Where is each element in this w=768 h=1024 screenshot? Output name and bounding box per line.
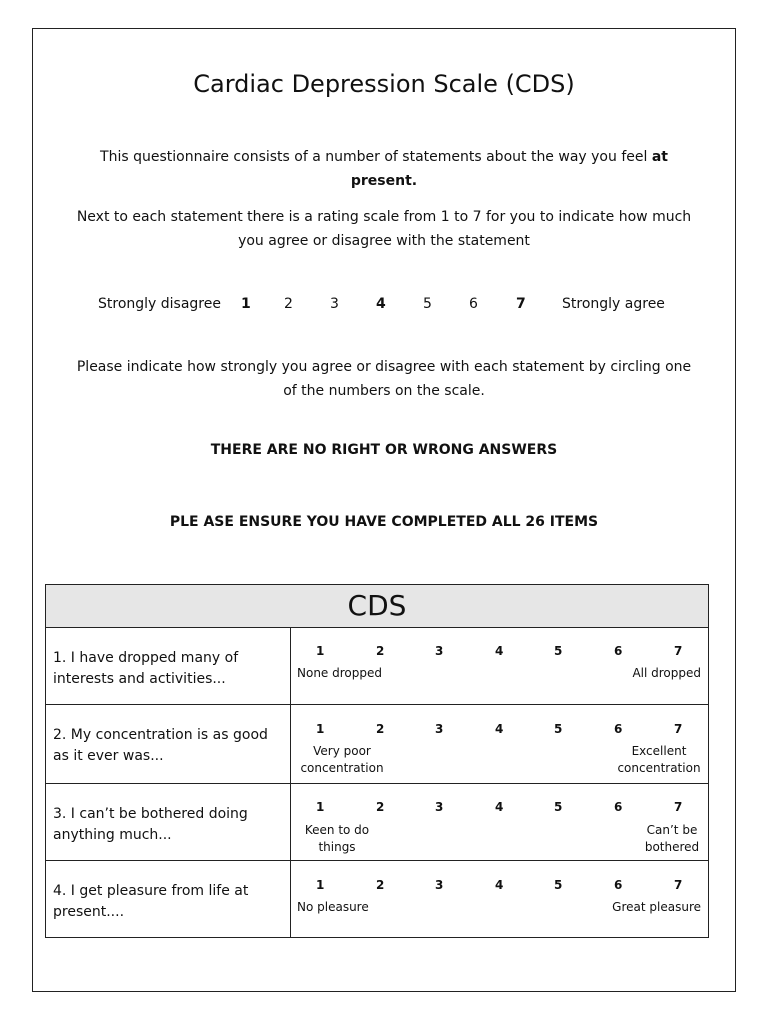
scale-number-5: 5	[423, 296, 432, 312]
rating-option-5[interactable]: 5	[554, 800, 563, 814]
rating-option-1[interactable]: 1	[316, 800, 325, 814]
table-header: CDS	[46, 585, 708, 628]
anchor-low: Keen to do things	[304, 823, 370, 854]
scale-explanation: Next to each statement there is a rating scale from 1 to 7 for you to indicate how much you agree or disagree with the statement	[76, 209, 692, 249]
scale-left-label: Strongly disagree	[98, 296, 221, 312]
rating-option-3[interactable]: 3	[435, 722, 444, 736]
rating-option-2[interactable]: 2	[376, 722, 385, 736]
rating-option-1[interactable]: 1	[316, 722, 325, 736]
rating-option-4[interactable]: 4	[495, 878, 504, 892]
scale-number-4: 4	[376, 296, 386, 312]
anchor-high: Can’t be bothered	[644, 823, 700, 854]
rating-option-6[interactable]: 6	[614, 800, 623, 814]
rating-option-4[interactable]: 4	[495, 644, 504, 658]
rating-option-7[interactable]: 7	[674, 878, 683, 892]
scale-number-3: 3	[330, 296, 339, 312]
rating-option-2[interactable]: 2	[376, 878, 385, 892]
rating-option-3[interactable]: 3	[435, 644, 444, 658]
cds-table	[45, 584, 709, 938]
table-row	[46, 627, 708, 705]
notice-no-right-wrong: THERE ARE NO RIGHT OR WRONG ANSWERS	[210, 442, 558, 458]
rating-option-7[interactable]: 7	[674, 644, 683, 658]
item-statement: 2. My concentration is as good as it ever was...	[53, 727, 268, 764]
rating-option-5[interactable]: 5	[554, 878, 563, 892]
table-row	[46, 861, 708, 937]
intro-emphasis: at present.	[350, 149, 668, 189]
table-row	[46, 705, 708, 784]
rating-option-6[interactable]: 6	[614, 644, 623, 658]
rating-option-5[interactable]: 5	[554, 644, 563, 658]
anchor-high: Excellent concentration	[617, 744, 701, 775]
item-statement: 3. I can’t be bothered doing anything much...	[53, 806, 248, 843]
scale-number-6: 6	[469, 296, 478, 312]
anchor-high: Great pleasure	[612, 900, 701, 914]
rating-option-7[interactable]: 7	[674, 800, 683, 814]
rating-option-4[interactable]: 4	[495, 722, 504, 736]
anchor-low: No pleasure	[297, 900, 369, 914]
anchor-low: None dropped	[297, 666, 382, 680]
scale-right-label: Strongly agree	[562, 296, 665, 312]
rating-option-1[interactable]: 1	[316, 878, 325, 892]
rating-option-2[interactable]: 2	[376, 800, 385, 814]
table-row	[46, 784, 708, 861]
intro-text: This questionnaire consists of a number of statements about the way you feel	[100, 149, 648, 165]
intro-paragraph	[70, 145, 698, 193]
rating-option-3[interactable]: 3	[435, 800, 444, 814]
anchor-high: All dropped	[632, 666, 701, 680]
item-statement: 4. I get pleasure from life at present....	[53, 883, 249, 920]
notice-complete-items: PLE ASE ENSURE YOU HAVE COMPLETED ALL 26 ITEMS	[169, 514, 599, 530]
instruction-paragraph: Please indicate how strongly you agree or disagree with each statement by circling one of the numbers on the scale.	[76, 359, 692, 399]
rating-option-2[interactable]: 2	[376, 644, 385, 658]
page-title: Cardiac Depression Scale (CDS)	[193, 70, 575, 98]
scale-number-2: 2	[284, 296, 293, 312]
scale-number-7: 7	[516, 296, 526, 312]
scale-number-1: 1	[241, 296, 251, 312]
rating-option-4[interactable]: 4	[495, 800, 504, 814]
rating-option-6[interactable]: 6	[614, 878, 623, 892]
rating-option-1[interactable]: 1	[316, 644, 325, 658]
rating-option-5[interactable]: 5	[554, 722, 563, 736]
rating-option-3[interactable]: 3	[435, 878, 444, 892]
rating-option-7[interactable]: 7	[674, 722, 683, 736]
item-statement: 1. I have dropped many of interests and activities...	[53, 650, 239, 687]
anchor-low: Very poor concentration	[300, 744, 384, 775]
rating-option-6[interactable]: 6	[614, 722, 623, 736]
rating-scale	[0, 296, 768, 316]
